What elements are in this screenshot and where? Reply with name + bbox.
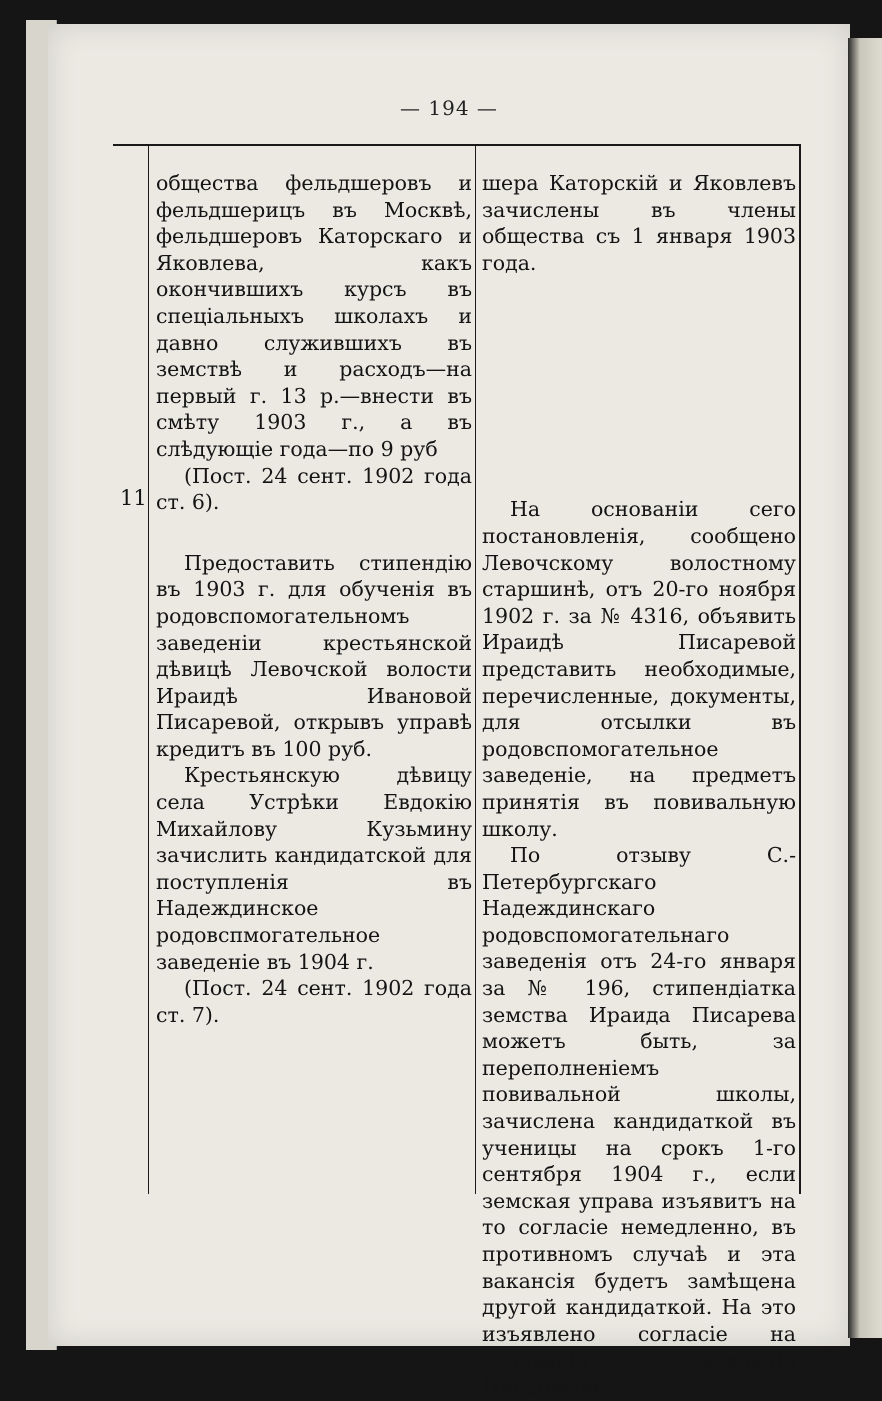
page-number: — 194 — (400, 96, 498, 120)
table-top-rule (113, 144, 801, 146)
left-column (156, 170, 472, 1028)
right-column (482, 170, 796, 1401)
left-paragraph: Крестьянскую дѣвицу села Устрѣки Евдокію Михайлову Кузьмину зачислить кандидатской для поступленія въ Надеждинское родовспмогательное заведеніе въ 1904 г. (156, 763, 472, 974)
left-citation: (Пост. 24 сент. 1902 года ст. 7). (156, 976, 472, 1027)
right-border (799, 146, 801, 1194)
left-paragraph: общества фельдшеровъ и фельдшерицъ въ Москвѣ, фельдшеровъ Каторскаго и Яковлева, какъ окончившихъ курсъ въ спеціальныхъ школахъ и давно служившихъ въ земствѣ и расходъ—на первый г. 13 р.—внести въ смѣту 1903 г., а въ слѣдующіе года—по 9 руб (156, 171, 472, 461)
column-divider (475, 146, 476, 1194)
right-paragraph: На основаніи сего постановленія, сообщено Левочскому волостному старшинѣ, отъ 20-го ноября 1902 г. за № 4316, объявить Ираидѣ Писаревой представить необходимые, перечисленные, документы, для отсылки въ родовспомогательное заведеніе, на предметъ принятія въ повивальную школу. (482, 497, 796, 841)
item-number: 11 (120, 486, 147, 510)
number-column-divider (148, 146, 149, 1194)
left-citation: (Пост. 24 сент. 1902 года ст. 6). (156, 463, 472, 515)
right-paragraph: шера Каторскій и Яковлевъ зачислены въ члены общества съ 1 января 1903 года. (482, 171, 796, 275)
left-paragraph: Предоставить стипендію въ 1903 г. для обученія въ родовспомогательномъ заведеніи крестьянской дѣвицѣ Левочской волости Ираидѣ Ивановой Писаревой, открывъ управѣ кредитъ въ 100 руб. (156, 550, 472, 761)
right-paragraph: По отзыву С.-Петербургскаго Надеждинскаго родовспомогательнаго заведенія отъ 24-го января за № 196, стипендіатка земства Ираида Писарева можетъ быть, за переполненіемъ повивальной школы, зачислена кандидаткой въ ученицы на срокъ 1-го сентября 1904 г., если земская управа изъявитъ на то согласіе немедленно, въ противномъ случаѣ и эта вакансія будетъ замѣщена другой кандидаткой. На это изъявлено согласіе на основаніи заявленія Писаревой. (482, 843, 796, 1399)
next-page-edge (848, 38, 882, 1338)
